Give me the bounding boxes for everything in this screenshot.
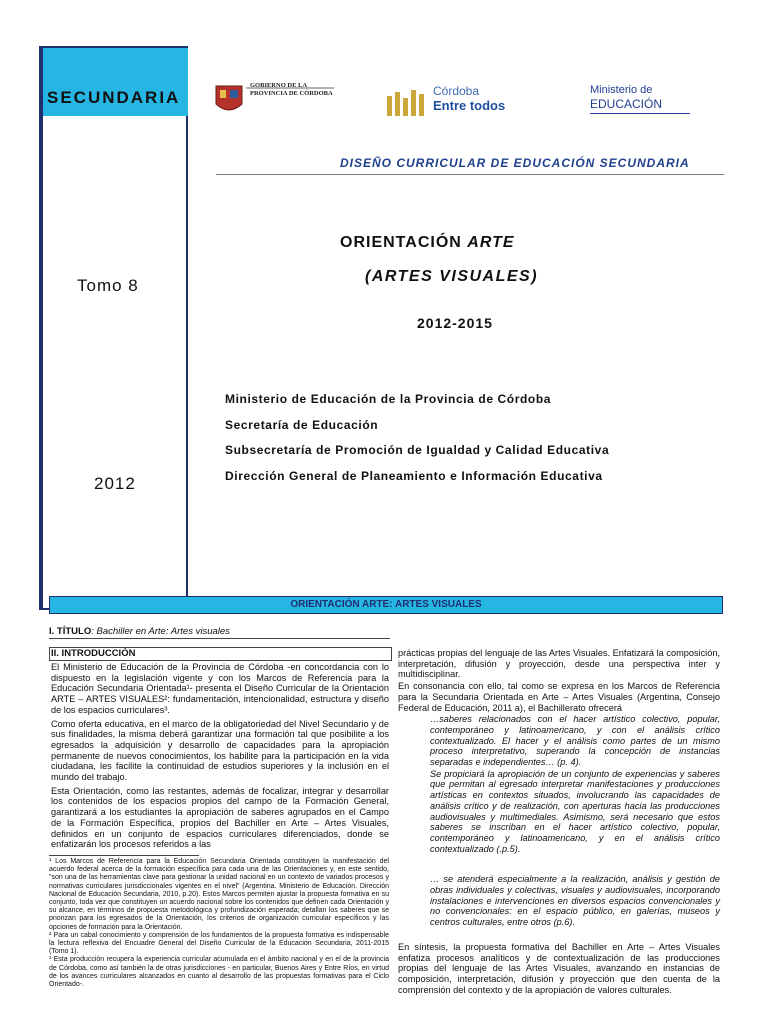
closing-paragraph: En síntesis, la propuesta formativa del Bachiller en Arte – Artes Visuales enfatiza procesos analíticos y de contextualización de las producciones propias del lenguaje de las Artes Visuales, avanzando en instancias de composición, interpretación, difusión y proyección que den cuenta de la comprensión del contexto y de la apropiación de valores culturales. (398, 941, 720, 995)
institution-line: Secretaría de Educación (225, 418, 379, 432)
orientation-title (340, 234, 515, 252)
ministerio-educacion-logo (590, 84, 700, 120)
footnote: ² Para un cabal conocimiento y comprensión de los fundamentos de la propuesta formativa es indispensable la lectura reflexiva del Encuadre General del Diseño Curricular de la Educación Secundaria, 2011-2015 (Tomo 1). (49, 931, 389, 956)
ministerio-logo-line1: Ministerio de (590, 84, 653, 96)
right-column-text (398, 648, 720, 996)
gobierno-logo-text: GOBIERNO DE LA PROVINCIA DE CÓRDOBA (250, 82, 333, 97)
paragraph: Esta Orientación, como las restantes, además de focalizar, integrar y desarrollar los contenidos de los espacios propios del campo de la Formación General, garantizará a los estudiantes la apropiación de saberes agrupados en el Campo de la Formación Específica, propios del Bachiller en Arte – Artes Visuales, definidos en un conjunto de espacios curriculares diferenciados, donde se enfatizarán los procesos referidos a las (51, 785, 389, 850)
titulo-label: I. TÍTULO (49, 626, 92, 637)
ministerio-logo-line2: EDUCACIÓN (590, 97, 663, 111)
paragraph: En consonancia con ello, tal como se expresa en los Marcos de Referencia para la Secundaria Orientada en Arte – Artes Visuales (Argentina, Consejo Federal de Educación, 2011 a), el Bachillerato ofrecerá (398, 681, 720, 713)
cordoba-entre-todos-logo (385, 82, 515, 118)
gobierno-cordoba-logo (212, 80, 337, 120)
footnote-rule (49, 855, 199, 856)
left-column-text (51, 662, 389, 853)
institution-line: Ministerio de Educación de la Provincia de Córdoba (225, 392, 552, 406)
left-border (39, 46, 43, 610)
introduccion-heading: II. INTRODUCCIÓN (51, 648, 136, 659)
orientation-arte: ARTE (467, 234, 515, 251)
quote: Se propiciará la apropiación de un conjunto de experiencias y saberes que permitan al egresado interpretar manifestaciones y producciones artísticas en contextos situados, involucrando las capacidades de análisis crítico y de realización, con aperturas hacia las producciones audiovisuales y multimediales. Asimismo, será necesario que estos saberes se inscriban en el hacer artístico colectivo, popular, contemporáneo y latinoamericano, y en el análisis crítico contextualizado (.p.5). (430, 768, 720, 854)
header-rule (216, 174, 724, 175)
institution-line: Subsecretaría de Promoción de Igualdad y Calidad Educativa (225, 443, 610, 457)
quote: … se atenderá especialmente a la realización, análisis y gestión de obras individuales y colectivas, visuales y audiovisuales, incorporando instalaciones e intervenciones en diversos espacios convencionales y no convencionales: en el espacio público, en galerías, museos y centros culturales, entre otros (p.6). (430, 874, 720, 928)
cordoba-logo-line2: Entre todos (433, 98, 506, 113)
right-border (186, 46, 188, 610)
orientation-subtitle: (ARTES VISUALES) (365, 268, 539, 285)
footnote: ³ Esta producción recupera la experiencia curricular acumulada en el ámbito nacional y en el de la provincia de Córdoba, como así también la de otras jurisdicciones - en particular, Buenos Aires y Entre Ríos, en virtud de los avances curriculares alcanzados en cuanto al desarrollo de las propuestas formativas para el Ciclo Orientado-. (49, 956, 389, 989)
titulo-rule (49, 638, 390, 639)
titulo-value: : Bachiller en Arte: Artes visuales (91, 626, 230, 637)
curriculum-title: DISEÑO CURRICULAR DE EDUCACIÓN SECUNDARIA (340, 156, 690, 170)
titulo-line (49, 626, 230, 637)
level-label: SECUNDARIA (47, 88, 181, 107)
orientation-banner: ORIENTACIÓN ARTE: ARTES VISUALES (49, 596, 723, 614)
paragraph: El Ministerio de Educación de la Provincia de Córdoba -en concordancia con lo dispuesto en la legislación vigente y con los Marcos de Referencia para la Educación Secundaria Orientada¹- presenta el Diseño Curricular de la Orientación ARTE – ARTES VISUALES²: fundamentación, intencionalidad, estructura y diseño de los espacios curriculares³. (51, 662, 389, 715)
footnote: ¹ Los Marcos de Referencia para la Educación Secundaria Orientada constituyen la manifestación del acuerdo federal acerca de la formación específica para cada una de las Orientaciones y, en este sentido, "son una de las herramientas clave para gestionar la unidad nacional en un contexto de variados procesos y normativas curriculares jurisdiccionales vigentes en el nivel" (Argentina. Ministerio de Educación. Dirección Nacional de Educación Secundaria, 2010, p.20). Estos Marcos permiten ajustar la propuesta formativa en su conjunto, toda vez que constituyen un acuerdo nacional sobre los contenidos que definen cada Orientación y su alcance, en términos de propuesta metodológica y profundización esperada; detallan los saberes que se priorizan para los egresados de la Orientación, los criterios de organización curricular específicos y las opciones de formación para la Orientación. (49, 858, 389, 931)
paragraph: prácticas propias del lenguaje de las Artes Visuales. Enfatizará la composición, interpretación, difusión y proyección, desde una perspectiva inter y multidisciplinar. (398, 648, 720, 680)
ministerio-logo-rule (590, 113, 690, 114)
institution-line: Dirección General de Planeamiento e Información Educativa (225, 469, 603, 483)
quote: …saberes relacionados con el hacer artístico colectivo, popular, contemporáneo y latinoamericano, y con el análisis crítico contextualizado. El hacer y el análisis como partes de un mismo proceso interpretativo, superando la concepción de instancias separadas e independientes… (p. 4). (430, 714, 720, 768)
left-column (39, 46, 187, 610)
year-label: 2012 (94, 474, 136, 493)
tomo-label: Tomo 8 (77, 276, 139, 295)
years-range: 2012-2015 (417, 315, 493, 331)
footnotes (49, 858, 389, 989)
cordoba-logo-line1: Córdoba (433, 84, 480, 98)
orientation-prefix: ORIENTACIÓN (340, 234, 468, 251)
paragraph: Como oferta educativa, en el marco de la obligatoriedad del Nivel Secundario y de sus finalidades, la misma deberá garantizar una formación tal que posibilite a los egresados la adquisición y desarrollo de capacidades para la apropiación permanente de nuevos conocimientos, los habilite para la participación en la vida ciudadana, les facilite la continuidad de estudios superiores y la inclusión en el mundo del trabajo. (51, 718, 389, 783)
